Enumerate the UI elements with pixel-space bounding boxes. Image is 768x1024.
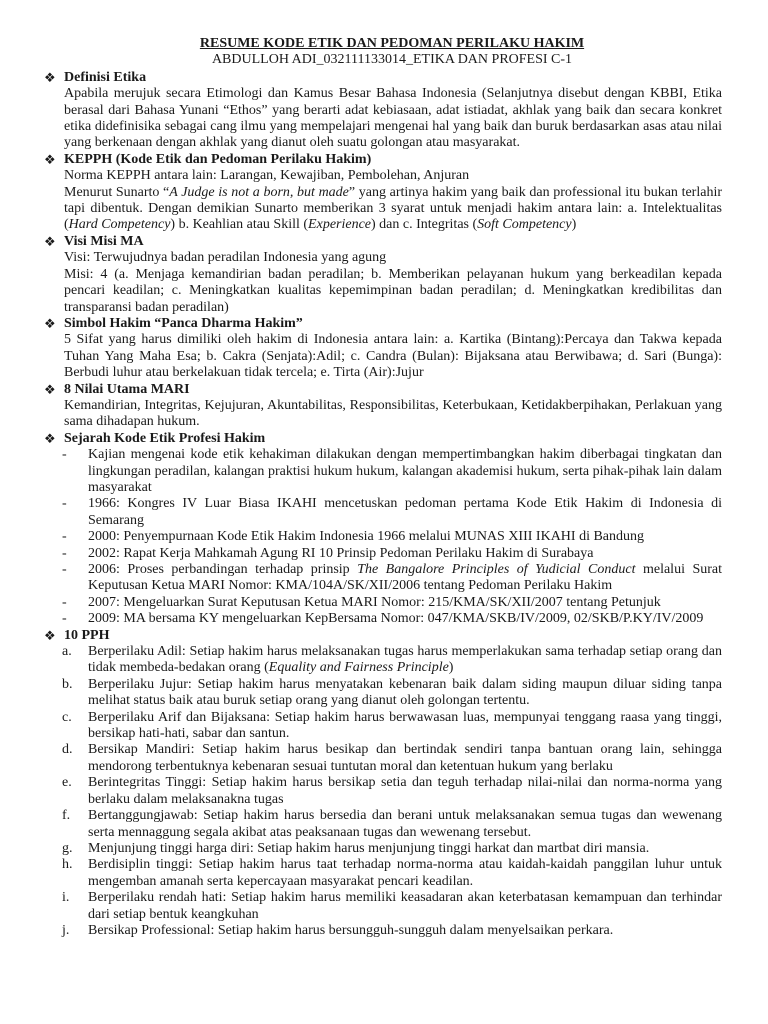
heading-text: Visi Misi MA — [64, 233, 144, 249]
section-definisi-etika — [44, 69, 722, 152]
list-item: - 2002: Rapat Kerja Mahkamah Agung RI 10 Prinsip Pedoman Perilaku Hakim di Surabaya — [62, 545, 594, 561]
heading-text: Sejarah Kode Etik Profesi Hakim — [64, 430, 266, 446]
paragraph: Misi: 4 (a. Menjaga kemandirian badan peradilan; b. Memberikan pelayanan hukum yang berkeadilan kepada pencari keadilan; c. Meningkatkan kualitas kepemimpinan badan peradilan; d. Meningkatkan kredibilitas dan transparansi badan peradilan) — [64, 266, 722, 315]
heading-text: 8 Nilai Utama MARI — [64, 381, 190, 397]
section-sejarah — [44, 430, 723, 628]
list-item: e. Berintegritas Tinggi: Setiap hakim harus bersikap setia dan teguh terhadap nilai-nilai dan norma-norma yang berlaku dalam melaksanakna tugas — [62, 775, 722, 807]
document-title: RESUME KODE ETIK DAN PEDOMAN PERILAKU HAKIM — [199, 36, 585, 51]
alpha-list — [62, 644, 722, 939]
section-heading — [44, 382, 722, 398]
paragraph: Menurut Sunarto “A Judge is not a born, but made” yang artinya hakim yang baik dan professional itu bukan terlahir tapi dibentuk. Dengan demikian Sunarto memberikan 3 syarat untuk menjadi hakim antara lain: a. Intelektualitas (Hard Competency) b. Keahlian atau Skill (Experience) dan c. Integritas (Soft Competency) — [64, 184, 723, 233]
list-item: c. Berperilaku Arif dan Bijaksana: Setiap hakim harus berwawasan luas, mempunyai tenggang raasa yang tinggi, bersikap hati-hati, sabar dan santun. — [62, 709, 722, 742]
list-item: j. Bersikap Professional: Setiap hakim harus bersungguh-sungguh dalam menyelsaikan perkara. — [62, 922, 614, 938]
heading-text: 10 PPH — [64, 627, 110, 643]
heading-text: Definisi Etika — [64, 69, 147, 85]
paragraph: Apabila merujuk secara Etimologi dan Kamus Besar Bahasa Indonesia (Selanjutnya disebut dengan KBBI, Etika berasal dari Bahasa Yunani “Ethos” yang berarti adat kebiasaan, adat istiadat, akhlak yang baik dan secara konkret etika didefinisika sebagai cang ilmu yang mempelajari mengenai hal yang baik dan buruk berdasarkan asas atau nilai yang berkenaan dengan akhlak yang dianut oleh suatu golongan atau masyarakat. — [64, 86, 722, 151]
diamond-bullet-icon: ❖ — [44, 233, 56, 249]
diamond-bullet-icon: ❖ — [44, 627, 56, 643]
diamond-bullet-icon: ❖ — [44, 381, 56, 397]
list-item: f. Bertanggungjawab: Setiap hakim harus bersedia dan berani untuk melaksanakan semua tugas dan wewenang serta mennaggung segala akibat atas peaksanaan tugas dan wewenang tersebut. — [62, 808, 722, 840]
list-item: d. Bersikap Mandiri: Setiap hakim harus besikap dan bertindak sendiri tanpa bantuan orang lain, sehingga mendorong terbentuknya kebenaran sesuai tuntutan moral dan ketentuan hukum yang berlaku — [62, 742, 722, 774]
dash-list — [62, 447, 722, 627]
heading-text: KEPPH (Kode Etik dan Pedoman Perilaku Hakim) — [64, 151, 372, 167]
list-item: i. Berperilaku rendah hati: Setiap hakim harus memiliki keasadaran akan keterbatasan kemampuan dan terhindar dari setiap bentuk keangkuhan — [62, 890, 722, 922]
diamond-bullet-icon: ❖ — [44, 151, 56, 167]
list-item: b. Berperilaku Jujur: Setiap hakim harus menyatakan kebenaran baik dalam siding maupun diluar siding tanpa melihat status baik atau buruk setiap orang yang dianut oleh golongan tertentu. — [62, 676, 722, 709]
paragraph: 5 Sifat yang harus dimiliki oleh hakim di Indonesia antara lain: a. Kartika (Bintang):Percaya dan Takwa kepada Tuhan Yang Maha Esa; b. Cakra (Senjata):Adil; c. Candra (Bulan): Bijaksana atau Berwibawa; d. Sari (Bunga): Berbudi luhur atau berkelakuan tidak tercela; e. Tirta (Air):Jujur — [64, 332, 722, 381]
list-item: - 1966: Kongres IV Luar Biasa IKAHI mencetuskan pedoman pertama Kode Etik Hakim di Indonesia di Semarang — [62, 496, 722, 528]
section-nilai-utama — [44, 381, 722, 431]
list-item: g. Menjunjung tinggi harga diri: Setiap hakim harus menjunjung tinggi harkat dan martbat diri mansia. — [62, 840, 650, 856]
section-heading — [44, 70, 722, 86]
section-visi-misi — [44, 233, 722, 316]
list-item: - Kajian mengenai kode etik kehakiman dilakukan dengan mempertimbangkan hakim diberbagai tingkatan dan lingkungan peradilan, kalangan praktisi hukum hukum, kalangan akademisi hukum, serta pihak-pihak lain dalam masyarakat — [62, 447, 722, 495]
list-item: a. Berperilaku Adil: Setiap hakim harus melaksanakan tugas harus memperlakukan sama terhadap setiap orang dan tidak membeda-bedakan orang (Equality and Fairness Principle) — [62, 644, 722, 676]
section-heading — [44, 234, 722, 250]
list-item: - 2007: Mengeluarkan Surat Keputusan Ketua MARI Nomor: 215/KMA/SK/XII/2007 tentang Petunjuk — [62, 594, 661, 610]
list-item: - 2000: Penyempurnaan Kode Etik Hakim Indonesia 1966 melalui MUNAS XIII IKAHI di Bandung — [62, 529, 645, 545]
list-item: - 2009: MA bersama KY mengeluarkan KepBersama Nomor: 047/KMA/SKB/IV/2009, 02/SKB/P.KY/IV/2009 — [62, 611, 704, 627]
section-simbol-hakim — [44, 315, 722, 382]
diamond-bullet-icon: ❖ — [44, 315, 56, 331]
paragraph: Visi: Terwujudnya badan peradilan Indonesia yang agung — [64, 250, 387, 266]
paragraph: Kemandirian, Integritas, Kejujuran, Akuntabilitas, Responsibilitas, Keterbukaan, Ketidakberpihakan, Perlakuan yang sama dihadapan hukum. — [64, 397, 722, 430]
section-heading — [44, 316, 722, 332]
list-item: - 2006: Proses perbandingan terhadap prinsip The Bangalore Principles of Yudicial Conduct melalui Surat Keputusan Ketua MARI Nomor: KMA/104A/SK/XII/2006 tentang Pedoman Perilaku Hakim — [62, 562, 723, 594]
paragraph: Norma KEPPH antara lain: Larangan, Kewajiban, Pembolehan, Anjuran — [64, 168, 470, 184]
list-item: h. Berdisiplin tinggi: Setiap hakim harus taat terhadap norma-norma atau kaidah-kaidah panggilan luhur untuk mengemban amanah serta kepercayaan masyarakat pencari keadilan. — [62, 857, 722, 889]
diamond-bullet-icon: ❖ — [44, 430, 56, 446]
section-heading — [44, 152, 722, 168]
heading-text: Simbol Hakim “Panca Dharma Hakim” — [64, 315, 303, 331]
section-heading — [44, 628, 722, 644]
diamond-bullet-icon: ❖ — [44, 69, 56, 85]
section-heading — [44, 431, 722, 447]
section-10-pph — [44, 627, 722, 940]
document-subtitle: ABDULLOH ADI_032111133014_ETIKA DAN PROFESI C-1 — [211, 52, 573, 68]
section-kepph — [44, 151, 723, 234]
